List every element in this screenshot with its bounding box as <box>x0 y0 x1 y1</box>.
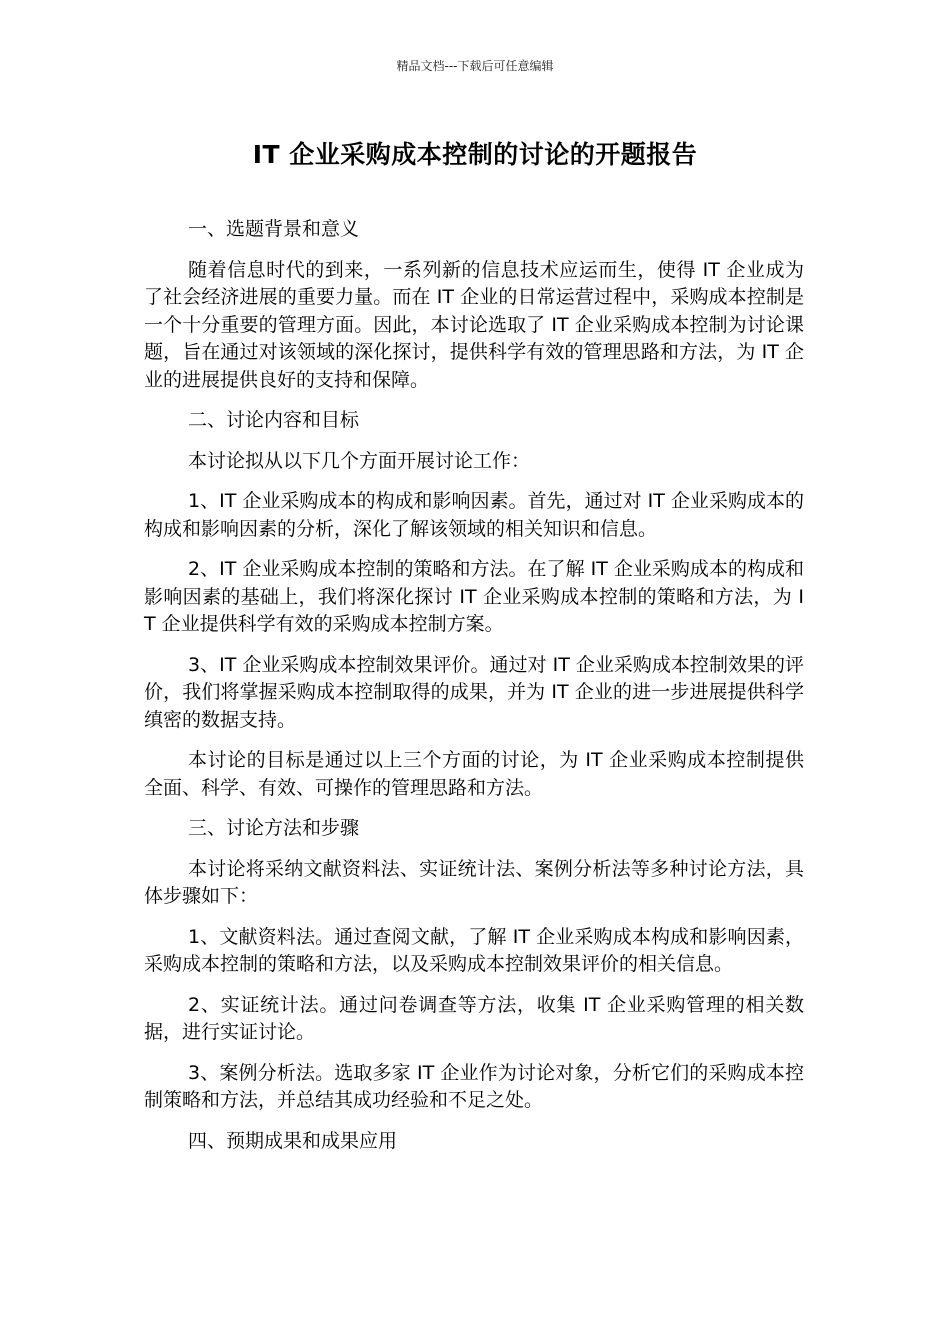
paragraph-method-item-2: 2、实证统计法。通过问卷调查等方法，收集 IT 企业采购管理的相关数据，进行实证讨论。 <box>144 993 804 1043</box>
paragraph-content-item-2: 2、IT 企业采购成本控制的策略和方法。在了解 IT 企业采购成本的构成和影响因素的基础上，我们将深化探讨 IT 企业采购成本控制的策略和方法，为 IT 企业提供科学有效的采购成本控制方案。 <box>144 558 804 635</box>
section-heading-background: 一、选题背景和意义 <box>188 218 360 240</box>
paragraph-goal: 本讨论的目标是通过以上三个方面的讨论，为 IT 企业采购成本控制提供全面、科学、有效、可操作的管理思路和方法。 <box>144 749 804 799</box>
section-heading-content: 二、讨论内容和目标 <box>188 409 360 431</box>
page-header: 精品文档---下载后可任意编辑 <box>396 59 554 73</box>
paragraph-content-item-1: 1、IT 企业采购成本的构成和影响因素。首先，通过对 IT 企业采购成本的构成和影响因素的分析，深化了解该领域的相关知识和信息。 <box>144 490 804 540</box>
paragraph-background: 随着信息时代的到来，一系列新的信息技术应运而生，使得 IT 企业成为了社会经济进展的重要力量。而在 IT 企业的日常运营过程中，采购成本控制是一个十分重要的管理方面。因此，本讨论选取了 IT 企业采购成本控制为讨论课题，旨在通过对该领域的深化探讨，提供科学有效的管理思路和方法，为 IT 企业的进展提供良好的支持和保障。 <box>144 258 804 391</box>
paragraph-method-item-3: 3、案例分析法。选取多家 IT 企业作为讨论对象，分析它们的采购成本控制策略和方法，并总结其成功经验和不足之处。 <box>144 1061 804 1111</box>
paragraph-method-item-1: 1、文献资料法。通过查阅文献，了解 IT 企业采购成本构成和影响因素，采购成本控制的策略和方法，以及采购成本控制效果评价的相关信息。 <box>144 925 804 975</box>
section-heading-method: 三、讨论方法和步骤 <box>188 817 360 839</box>
paragraph-content-item-3: 3、IT 企业采购成本控制效果评价。通过对 IT 企业采购成本控制效果的评价，我们将掌握采购成本控制取得的成果，并为 IT 企业的进一步进展提供科学缜密的数据支持。 <box>144 653 804 731</box>
document-title: IT 企业采购成本控制的讨论的开题报告 <box>252 140 698 169</box>
section-heading-outcomes: 四、预期成果和成果应用 <box>188 1129 398 1152</box>
paragraph-method-intro: 本讨论将采纳文献资料法、实证统计法、案例分析法等多种讨论方法，具体步骤如下： <box>144 857 804 907</box>
paragraph-content-intro: 本讨论拟从以下几个方面开展讨论工作： <box>188 449 531 472</box>
document-body <box>144 216 804 1168</box>
